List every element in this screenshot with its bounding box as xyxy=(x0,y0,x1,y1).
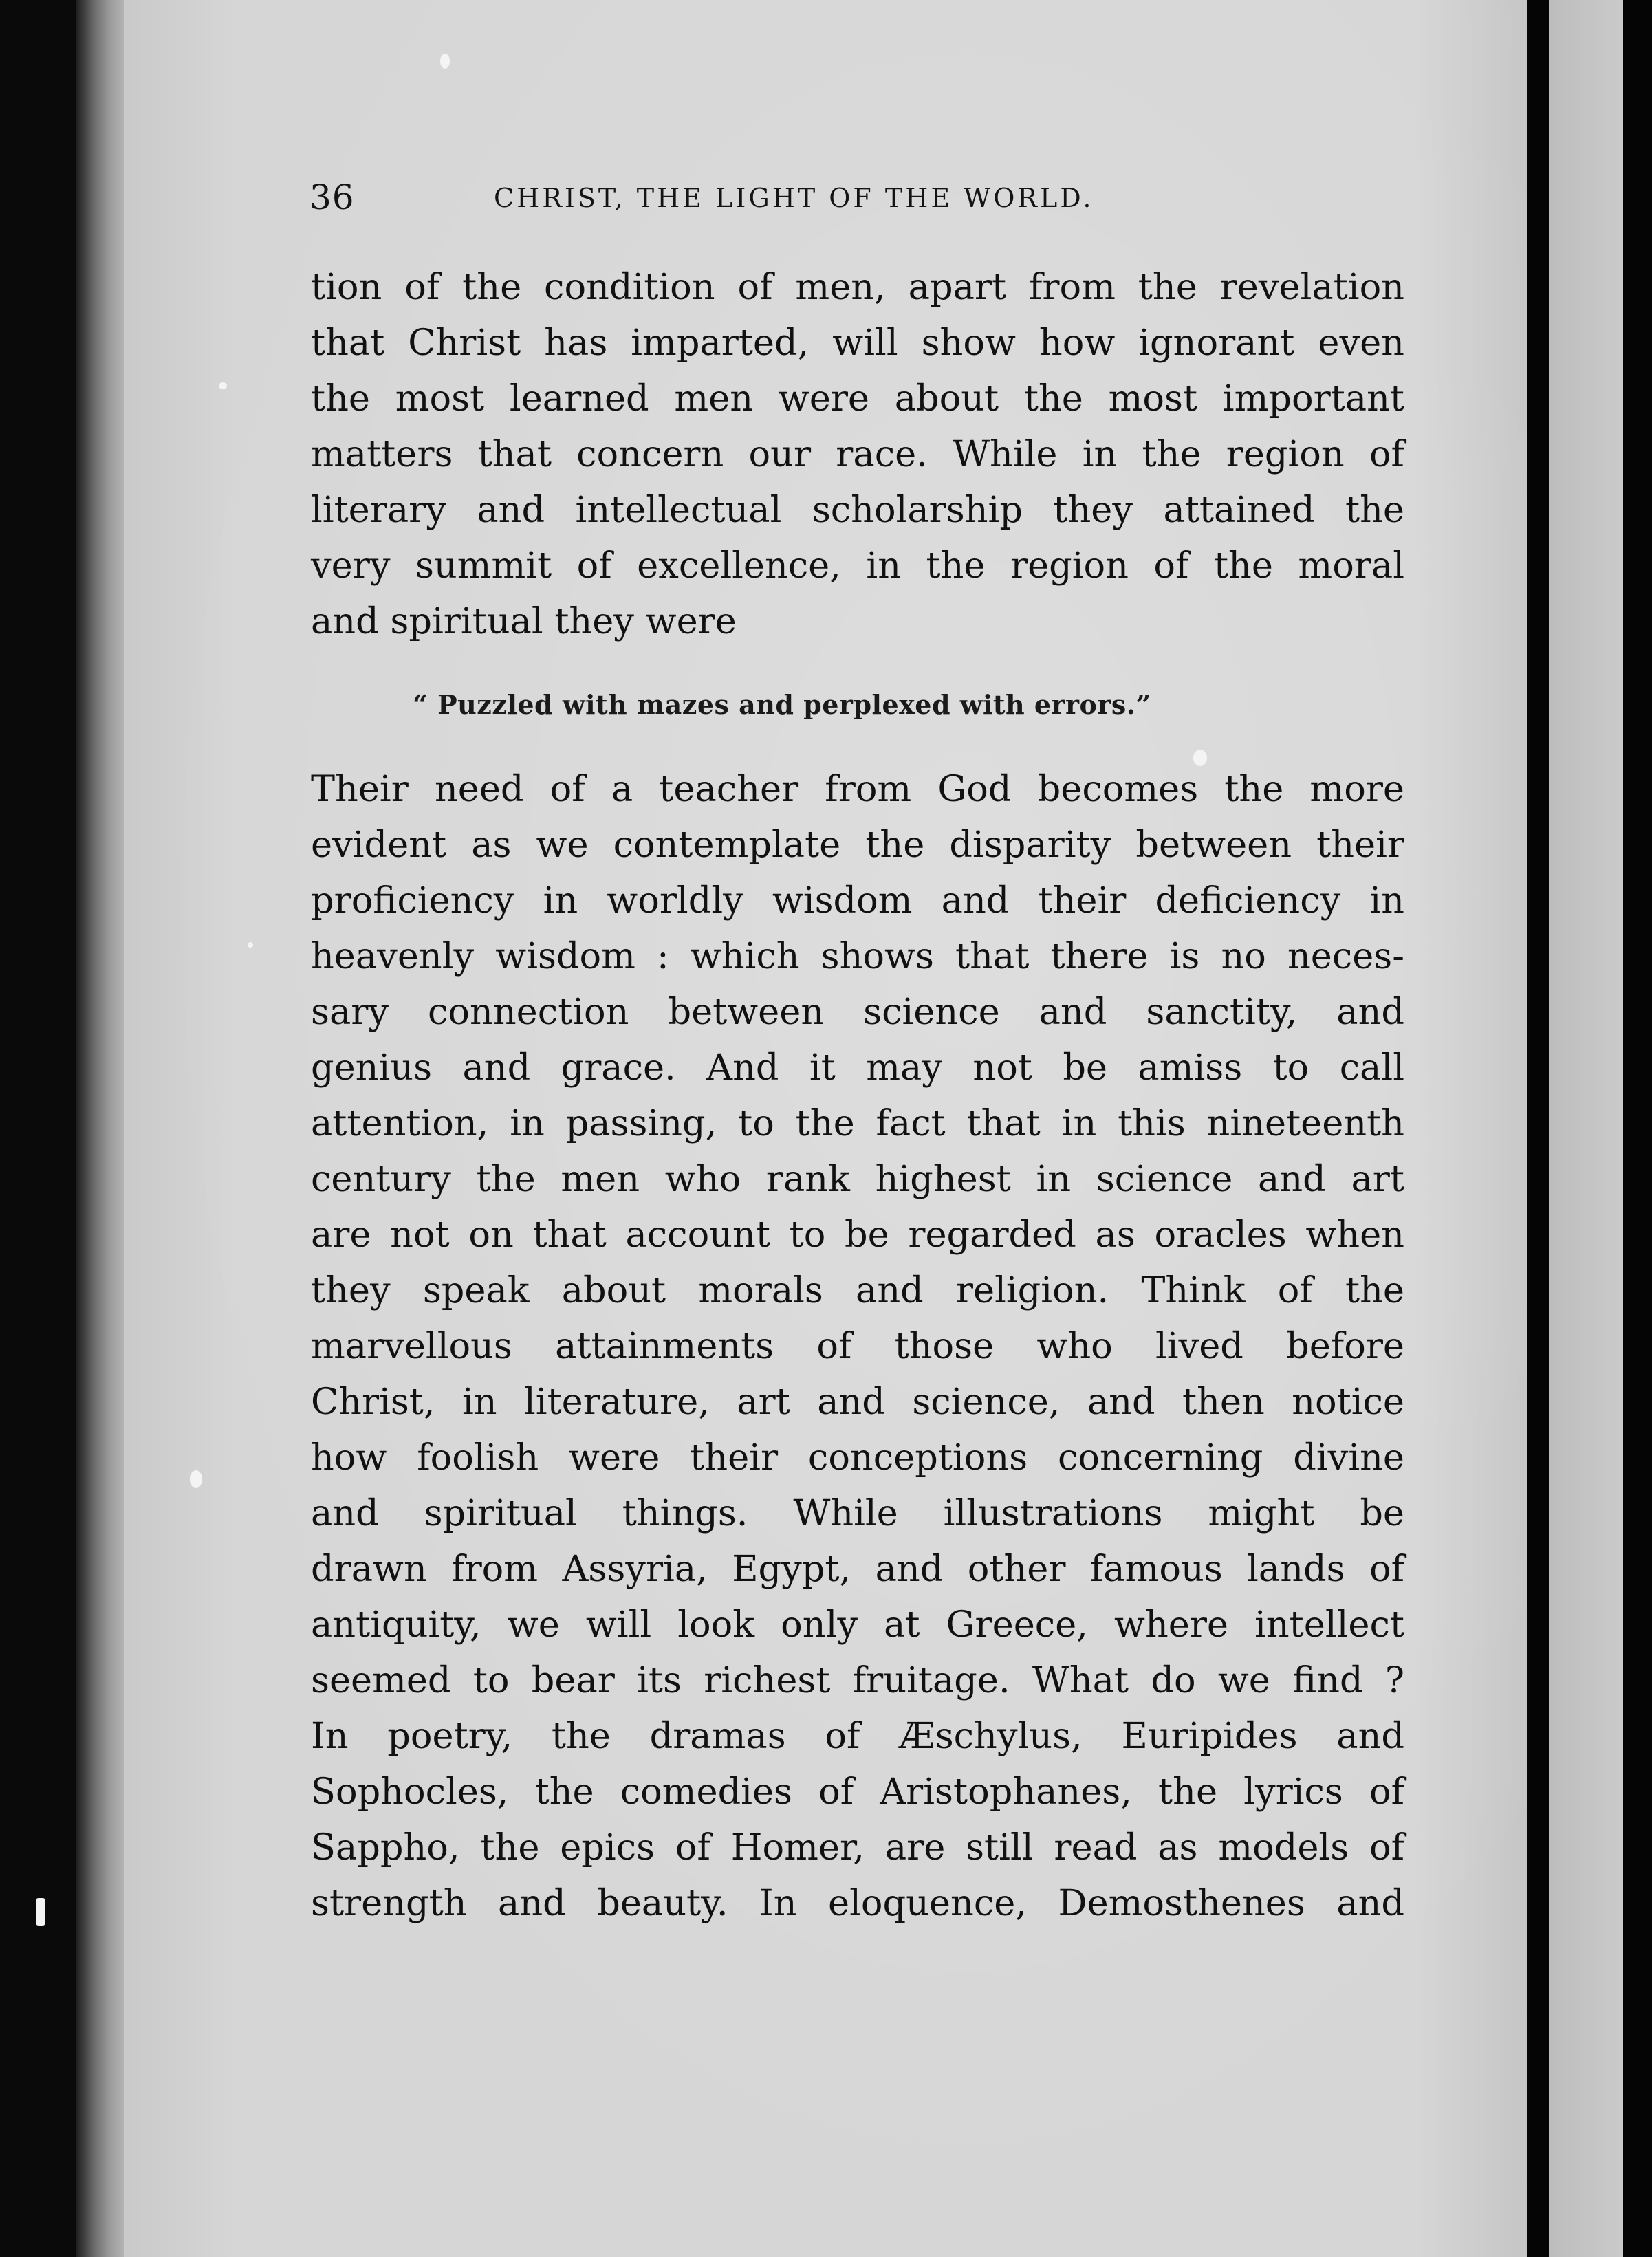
text-line: Sophocles, the comedies of Aristophanes, the lyrics of xyxy=(311,1771,1404,1813)
text-line: Christ, in literature, art and science, and then notice xyxy=(311,1381,1404,1423)
text-line: the most learned men were about the most important xyxy=(311,378,1404,419)
text-line: and spiritual things. While illustrations might be xyxy=(311,1492,1404,1534)
text-line: drawn from Assyria, Egypt, and other famous lands of xyxy=(311,1548,1404,1590)
scan-speck xyxy=(190,1470,202,1488)
scan-speck xyxy=(1193,750,1207,766)
page-number: 36 xyxy=(309,177,355,217)
text-line: marvellous attainments of those who lived before xyxy=(311,1325,1404,1367)
text-line: literary and intellectual scholarship they attained the xyxy=(311,489,1404,531)
text-line: they speak about morals and religion. Think of the xyxy=(311,1269,1404,1311)
page-gutter xyxy=(1527,0,1549,2257)
running-head: CHRIST, THE LIGHT OF THE WORLD. xyxy=(494,183,1094,213)
text-line: and spiritual they were xyxy=(311,600,737,642)
scan-speck xyxy=(36,1898,45,1926)
scan-speck xyxy=(219,382,227,389)
text-line: In poetry, the dramas of Æschylus, Euripides and xyxy=(311,1715,1404,1757)
text-line: heavenly wisdom : which shows that there is no neces- xyxy=(311,935,1404,977)
text-line: antiquity, we will look only at Greece, where intellect xyxy=(311,1604,1404,1646)
text-line: that Christ has imparted, will show how ignorant even xyxy=(311,322,1404,364)
page-header xyxy=(309,177,1410,232)
text-line: sary connection between science and sanctity, and xyxy=(311,991,1404,1033)
text-line: Sappho, the epics of Homer, are still read as models of xyxy=(311,1827,1404,1868)
text-line: very summit of excellence, in the region of the moral xyxy=(311,545,1404,587)
text-line: proficiency in worldly wisdom and their deficiency in xyxy=(311,880,1404,922)
text-line: genius and grace. And it may not be amiss to call xyxy=(311,1047,1404,1089)
text-line: seemed to bear its richest fruitage. What do we find ? xyxy=(311,1659,1404,1701)
paragraph-main xyxy=(311,761,1404,1931)
text-line: strength and beauty. In eloquence, Demosthenes and xyxy=(311,1882,1404,1924)
film-border-right xyxy=(1623,0,1652,2257)
text-line: Their need of a teacher from God becomes the more xyxy=(311,768,1404,810)
text-line: attention, in passing, to the fact that in this nineteenth xyxy=(311,1102,1404,1144)
scan-speck xyxy=(248,942,253,948)
block-quotation: “ Puzzled with mazes and perplexed with errors.” xyxy=(413,689,1151,720)
text-line: century the men who rank highest in science and art xyxy=(311,1158,1404,1200)
page-binding-edge xyxy=(76,0,124,2257)
text-line: tion of the condition of men, apart from the revelation xyxy=(311,266,1404,308)
text-line: evident as we contemplate the disparity between their xyxy=(311,824,1404,866)
text-line: how foolish were their conceptions concerning divine xyxy=(311,1437,1404,1479)
scan-speck xyxy=(440,54,450,69)
text-line: matters that concern our race. While in the region of xyxy=(311,433,1404,475)
text-line: are not on that account to be regarded as oracles when xyxy=(311,1214,1404,1256)
paragraph-continued xyxy=(311,259,1404,649)
